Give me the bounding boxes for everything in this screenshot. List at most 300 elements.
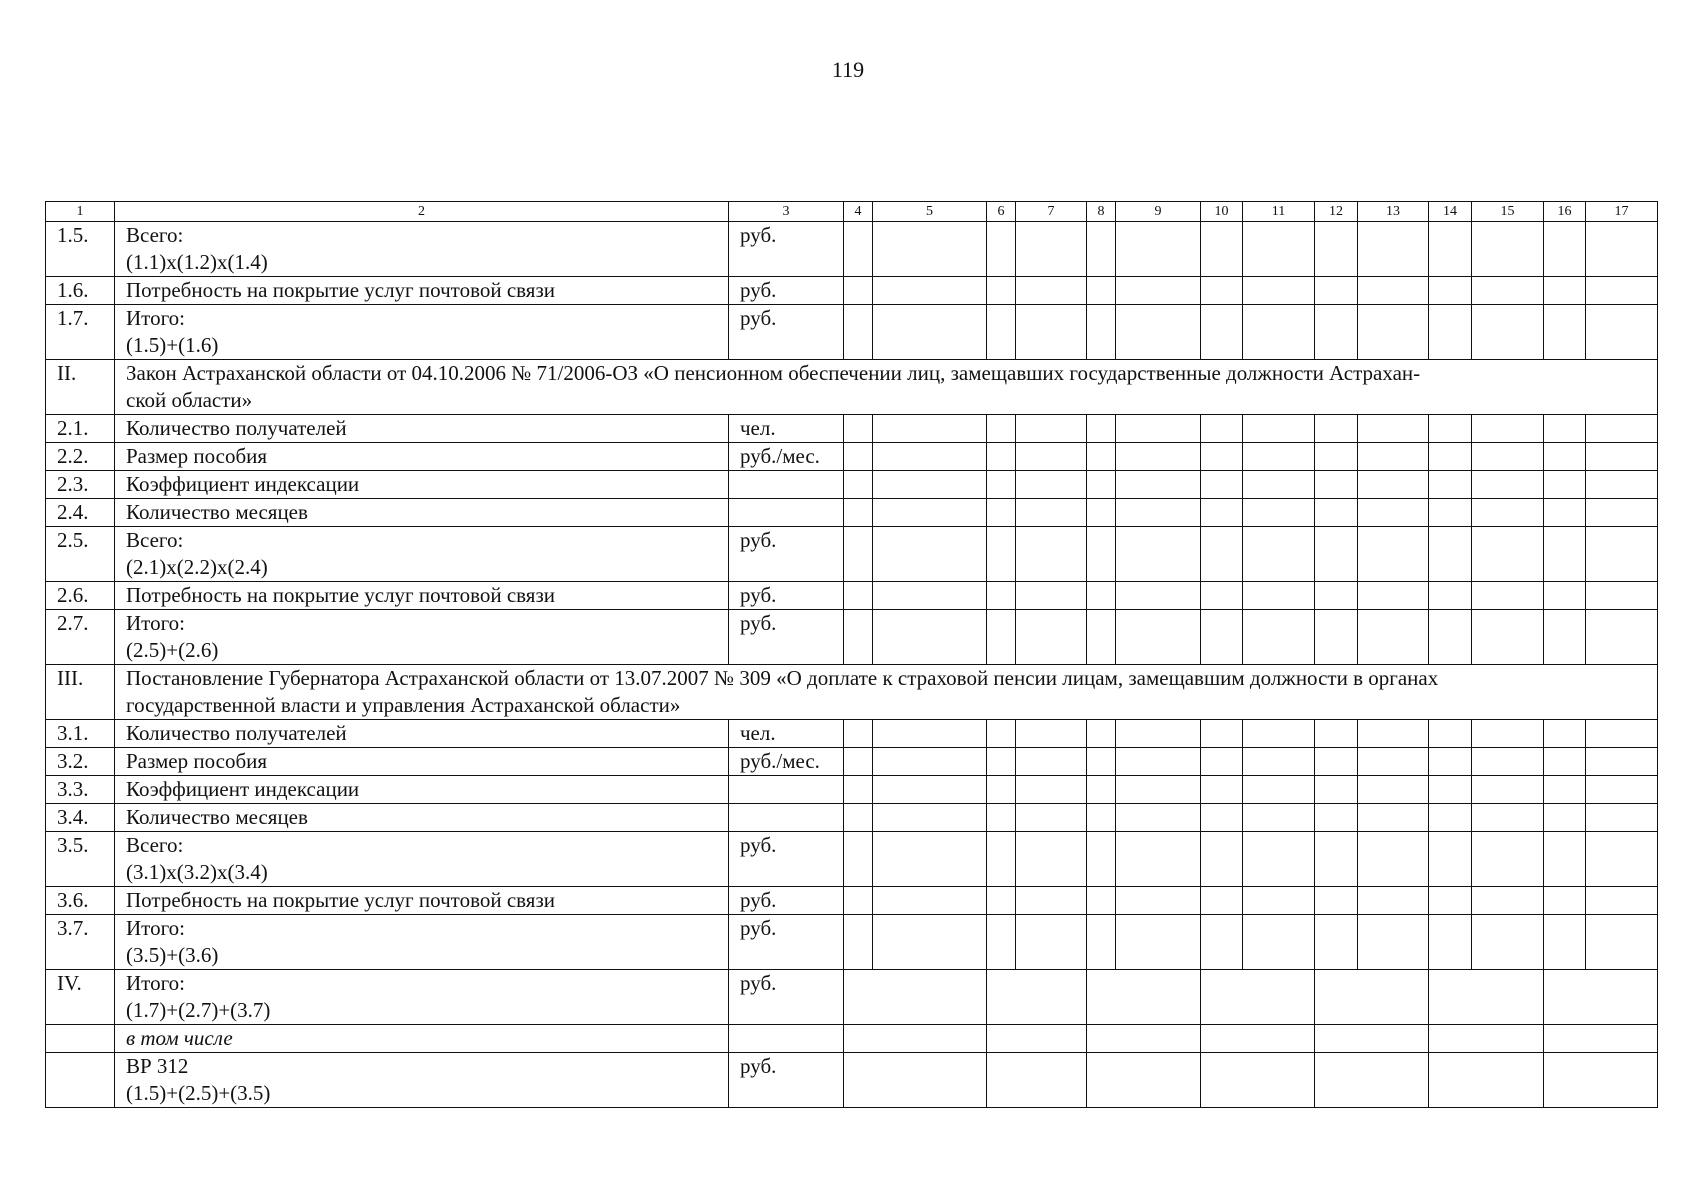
value-cell bbox=[1116, 527, 1201, 582]
value-cell bbox=[1472, 915, 1544, 970]
row-number: 2.1. bbox=[46, 415, 115, 443]
value-cell bbox=[1358, 776, 1429, 804]
unit-cell: руб. bbox=[729, 970, 844, 1025]
unit-cell bbox=[729, 499, 844, 527]
value-cell bbox=[873, 582, 987, 610]
value-cell bbox=[987, 471, 1016, 499]
value-cell bbox=[1586, 222, 1658, 277]
row-label-line: (1.7)+(2.7)+(3.7) bbox=[126, 998, 271, 1022]
row-label bbox=[115, 720, 729, 748]
value-cell bbox=[1116, 305, 1201, 360]
value-cell bbox=[1016, 610, 1087, 665]
row-label bbox=[115, 665, 1658, 720]
value-cell bbox=[844, 471, 873, 499]
value-cell bbox=[1586, 748, 1658, 776]
value-cell bbox=[1472, 415, 1544, 443]
value-cell bbox=[1358, 222, 1429, 277]
value-cell bbox=[1586, 915, 1658, 970]
value-cell bbox=[844, 610, 873, 665]
row-label-line: Всего: bbox=[126, 528, 184, 552]
value-cell bbox=[987, 1053, 1087, 1108]
row-number: 1.6. bbox=[46, 277, 115, 305]
value-cell bbox=[1201, 471, 1243, 499]
table-row bbox=[46, 887, 1658, 915]
row-label-line: Количество месяцев bbox=[126, 500, 308, 524]
column-number: 11 bbox=[1243, 202, 1315, 222]
value-cell bbox=[1544, 610, 1586, 665]
value-cell bbox=[1087, 804, 1116, 832]
value-cell bbox=[1429, 1053, 1544, 1108]
value-cell bbox=[1315, 1053, 1429, 1108]
value-cell bbox=[1358, 610, 1429, 665]
value-cell bbox=[844, 582, 873, 610]
value-cell bbox=[987, 582, 1016, 610]
unit-cell: руб. bbox=[729, 222, 844, 277]
row-label-line: Итого: bbox=[126, 971, 185, 995]
value-cell bbox=[844, 527, 873, 582]
column-number: 9 bbox=[1116, 202, 1201, 222]
value-cell bbox=[1586, 277, 1658, 305]
row-label bbox=[115, 415, 729, 443]
value-cell bbox=[987, 832, 1016, 887]
row-label-line: Коэффициент индексации bbox=[126, 472, 360, 496]
column-number: 13 bbox=[1358, 202, 1429, 222]
value-cell bbox=[1243, 471, 1315, 499]
unit-cell bbox=[729, 804, 844, 832]
value-cell bbox=[1116, 443, 1201, 471]
unit-cell: руб. bbox=[729, 610, 844, 665]
value-cell bbox=[1016, 305, 1087, 360]
table-row bbox=[46, 222, 1658, 277]
column-number: 6 bbox=[987, 202, 1016, 222]
table-row bbox=[46, 610, 1658, 665]
row-label-line: Итого: bbox=[126, 611, 185, 635]
value-cell bbox=[1087, 499, 1116, 527]
value-cell bbox=[1472, 305, 1544, 360]
column-number: 14 bbox=[1429, 202, 1472, 222]
table-row bbox=[46, 582, 1658, 610]
value-cell bbox=[1201, 804, 1243, 832]
value-cell bbox=[1472, 582, 1544, 610]
row-label bbox=[115, 776, 729, 804]
table-row bbox=[46, 1053, 1658, 1108]
unit-cell: чел. bbox=[729, 415, 844, 443]
value-cell bbox=[987, 610, 1016, 665]
row-number: 3.3. bbox=[46, 776, 115, 804]
table-row bbox=[46, 720, 1658, 748]
value-cell bbox=[873, 499, 987, 527]
column-number: 15 bbox=[1472, 202, 1544, 222]
unit-cell: руб. bbox=[729, 527, 844, 582]
row-label-line: в том числе bbox=[126, 1026, 233, 1050]
row-number: 3.2. bbox=[46, 748, 115, 776]
value-cell bbox=[1201, 582, 1243, 610]
table-row bbox=[46, 832, 1658, 887]
value-cell bbox=[1116, 415, 1201, 443]
value-cell bbox=[1429, 970, 1544, 1025]
row-number bbox=[46, 1053, 115, 1108]
value-cell bbox=[987, 915, 1016, 970]
value-cell bbox=[1472, 887, 1544, 915]
row-label bbox=[115, 610, 729, 665]
value-cell bbox=[987, 748, 1016, 776]
value-cell bbox=[873, 415, 987, 443]
value-cell bbox=[1116, 277, 1201, 305]
value-cell bbox=[873, 720, 987, 748]
value-cell bbox=[1087, 776, 1116, 804]
column-number: 1 bbox=[46, 202, 115, 222]
row-label-line: Размер пособия bbox=[126, 749, 268, 773]
value-cell bbox=[1472, 748, 1544, 776]
value-cell bbox=[1429, 222, 1472, 277]
value-cell bbox=[1429, 582, 1472, 610]
value-cell bbox=[987, 1025, 1087, 1053]
value-cell bbox=[1544, 804, 1586, 832]
value-cell bbox=[1429, 915, 1472, 970]
value-cell bbox=[1087, 415, 1116, 443]
value-cell bbox=[1116, 582, 1201, 610]
value-cell bbox=[1315, 222, 1358, 277]
value-cell bbox=[1087, 832, 1116, 887]
value-cell bbox=[1429, 887, 1472, 915]
value-cell bbox=[1116, 832, 1201, 887]
value-cell bbox=[1429, 776, 1472, 804]
value-cell bbox=[1358, 915, 1429, 970]
unit-cell: руб. bbox=[729, 582, 844, 610]
value-cell bbox=[1315, 887, 1358, 915]
value-cell bbox=[1016, 832, 1087, 887]
value-cell bbox=[1358, 277, 1429, 305]
value-cell bbox=[1087, 1053, 1201, 1108]
value-cell bbox=[1016, 748, 1087, 776]
value-cell bbox=[987, 499, 1016, 527]
value-cell bbox=[1544, 1053, 1658, 1108]
value-cell bbox=[1472, 277, 1544, 305]
value-cell bbox=[1586, 804, 1658, 832]
table-row bbox=[46, 277, 1658, 305]
budget-table bbox=[45, 201, 1658, 1108]
value-cell bbox=[1544, 720, 1586, 748]
row-label bbox=[115, 582, 729, 610]
value-cell bbox=[1358, 748, 1429, 776]
column-number: 17 bbox=[1586, 202, 1658, 222]
value-cell bbox=[1243, 222, 1315, 277]
value-cell bbox=[1544, 832, 1586, 887]
value-cell bbox=[873, 222, 987, 277]
value-cell bbox=[873, 804, 987, 832]
value-cell bbox=[1472, 443, 1544, 471]
row-label-line: ской области» bbox=[126, 388, 253, 412]
value-cell bbox=[1315, 610, 1358, 665]
value-cell bbox=[1315, 277, 1358, 305]
unit-cell: руб. bbox=[729, 277, 844, 305]
row-label-line: Закон Астраханской области от 04.10.2006 № 71/2006-ОЗ «О пенсионном обеспечении лиц, замещавших государственные должности Астрахан- bbox=[126, 361, 1421, 385]
value-cell bbox=[987, 970, 1087, 1025]
column-number: 2 bbox=[115, 202, 729, 222]
value-cell bbox=[1116, 776, 1201, 804]
value-cell bbox=[1243, 776, 1315, 804]
row-number: II. bbox=[46, 360, 115, 415]
value-cell bbox=[1315, 1025, 1429, 1053]
row-label bbox=[115, 527, 729, 582]
value-cell bbox=[1544, 1025, 1658, 1053]
value-cell bbox=[1429, 1025, 1544, 1053]
value-cell bbox=[1016, 887, 1087, 915]
value-cell bbox=[987, 305, 1016, 360]
value-cell bbox=[1586, 527, 1658, 582]
value-cell bbox=[1087, 915, 1116, 970]
value-cell bbox=[1243, 527, 1315, 582]
value-cell bbox=[1429, 499, 1472, 527]
value-cell bbox=[844, 832, 873, 887]
value-cell bbox=[1087, 610, 1116, 665]
row-label-line: (3.1)х(3.2)х(3.4) bbox=[126, 860, 268, 884]
column-number: 16 bbox=[1544, 202, 1586, 222]
value-cell bbox=[844, 222, 873, 277]
value-cell bbox=[1116, 915, 1201, 970]
value-cell bbox=[1544, 915, 1586, 970]
value-cell bbox=[844, 443, 873, 471]
row-number: 2.2. bbox=[46, 443, 115, 471]
value-cell bbox=[1472, 832, 1544, 887]
value-cell bbox=[873, 887, 987, 915]
value-cell bbox=[987, 527, 1016, 582]
value-cell bbox=[987, 443, 1016, 471]
column-number: 10 bbox=[1201, 202, 1243, 222]
row-label-line: (1.1)х(1.2)х(1.4) bbox=[126, 250, 268, 274]
value-cell bbox=[1016, 415, 1087, 443]
row-label-line: (2.1)х(2.2)х(2.4) bbox=[126, 555, 268, 579]
value-cell bbox=[1586, 305, 1658, 360]
value-cell bbox=[1087, 277, 1116, 305]
value-cell bbox=[1201, 1053, 1315, 1108]
value-cell bbox=[844, 804, 873, 832]
value-cell bbox=[1201, 720, 1243, 748]
value-cell bbox=[1315, 471, 1358, 499]
value-cell bbox=[1087, 720, 1116, 748]
value-cell bbox=[1586, 471, 1658, 499]
value-cell bbox=[1087, 527, 1116, 582]
value-cell bbox=[987, 887, 1016, 915]
value-cell bbox=[873, 527, 987, 582]
value-cell bbox=[987, 415, 1016, 443]
row-label bbox=[115, 748, 729, 776]
row-number: 3.4. bbox=[46, 804, 115, 832]
row-label bbox=[115, 360, 1658, 415]
table-row bbox=[46, 1025, 1658, 1053]
row-number: 3.5. bbox=[46, 832, 115, 887]
unit-cell: руб./мес. bbox=[729, 443, 844, 471]
value-cell bbox=[1429, 804, 1472, 832]
value-cell bbox=[1016, 443, 1087, 471]
value-cell bbox=[1201, 776, 1243, 804]
value-cell bbox=[1429, 277, 1472, 305]
row-label-line: Размер пособия bbox=[126, 444, 268, 468]
value-cell bbox=[1358, 804, 1429, 832]
value-cell bbox=[1429, 471, 1472, 499]
value-cell bbox=[1201, 915, 1243, 970]
value-cell bbox=[1358, 832, 1429, 887]
row-number: IV. bbox=[46, 970, 115, 1025]
row-label bbox=[115, 471, 729, 499]
value-cell bbox=[1586, 832, 1658, 887]
value-cell bbox=[1201, 1025, 1315, 1053]
row-number: 1.5. bbox=[46, 222, 115, 277]
value-cell bbox=[1544, 970, 1658, 1025]
row-number: 2.7. bbox=[46, 610, 115, 665]
row-label bbox=[115, 443, 729, 471]
page-number: 119 bbox=[831, 57, 865, 82]
value-cell bbox=[844, 776, 873, 804]
value-cell bbox=[1315, 776, 1358, 804]
value-cell bbox=[1243, 804, 1315, 832]
value-cell bbox=[1016, 277, 1087, 305]
value-cell bbox=[1016, 776, 1087, 804]
value-cell bbox=[1116, 222, 1201, 277]
value-cell bbox=[1315, 415, 1358, 443]
table-row bbox=[46, 776, 1658, 804]
value-cell bbox=[1472, 222, 1544, 277]
value-cell bbox=[1116, 720, 1201, 748]
value-cell bbox=[1243, 415, 1315, 443]
value-cell bbox=[1544, 776, 1586, 804]
value-cell bbox=[873, 748, 987, 776]
value-cell bbox=[1544, 277, 1586, 305]
value-cell bbox=[1315, 804, 1358, 832]
value-cell bbox=[1087, 443, 1116, 471]
value-cell bbox=[1358, 443, 1429, 471]
row-label-line: государственной власти и управления Астраханской области» bbox=[126, 693, 681, 717]
row-number: 1.7. bbox=[46, 305, 115, 360]
value-cell bbox=[1315, 499, 1358, 527]
value-cell bbox=[873, 277, 987, 305]
value-cell bbox=[1472, 527, 1544, 582]
row-label bbox=[115, 915, 729, 970]
value-cell bbox=[1429, 443, 1472, 471]
value-cell bbox=[1116, 804, 1201, 832]
row-label bbox=[115, 1025, 729, 1053]
row-label-line: Количество получателей bbox=[126, 416, 347, 440]
row-label bbox=[115, 499, 729, 527]
value-cell bbox=[987, 720, 1016, 748]
value-cell bbox=[1087, 970, 1201, 1025]
value-cell bbox=[1201, 527, 1243, 582]
value-cell bbox=[1087, 582, 1116, 610]
value-cell bbox=[1087, 748, 1116, 776]
value-cell bbox=[1544, 222, 1586, 277]
value-cell bbox=[1201, 610, 1243, 665]
value-cell bbox=[1016, 915, 1087, 970]
value-cell bbox=[987, 776, 1016, 804]
value-cell bbox=[1358, 305, 1429, 360]
value-cell bbox=[1201, 222, 1243, 277]
value-cell bbox=[1586, 610, 1658, 665]
value-cell bbox=[1116, 748, 1201, 776]
value-cell bbox=[1016, 804, 1087, 832]
value-cell bbox=[1315, 443, 1358, 471]
row-number: III. bbox=[46, 665, 115, 720]
row-label-line: Коэффициент индексации bbox=[126, 777, 360, 801]
value-cell bbox=[844, 277, 873, 305]
value-cell bbox=[1201, 887, 1243, 915]
value-cell bbox=[873, 832, 987, 887]
value-cell bbox=[1201, 277, 1243, 305]
column-number: 3 bbox=[729, 202, 844, 222]
value-cell bbox=[1243, 610, 1315, 665]
row-label-line: Всего: bbox=[126, 223, 184, 247]
value-cell bbox=[1429, 748, 1472, 776]
value-cell bbox=[1243, 499, 1315, 527]
unit-cell: чел. bbox=[729, 720, 844, 748]
value-cell bbox=[844, 1053, 987, 1108]
row-label-line: (3.5)+(3.6) bbox=[126, 943, 219, 967]
value-cell bbox=[1358, 720, 1429, 748]
value-cell bbox=[1358, 887, 1429, 915]
value-cell bbox=[1544, 527, 1586, 582]
value-cell bbox=[1586, 582, 1658, 610]
table-row bbox=[46, 443, 1658, 471]
value-cell bbox=[1315, 720, 1358, 748]
value-cell bbox=[1429, 720, 1472, 748]
value-cell bbox=[1586, 415, 1658, 443]
value-cell bbox=[1243, 748, 1315, 776]
value-cell bbox=[1586, 776, 1658, 804]
column-number: 4 bbox=[844, 202, 873, 222]
table-row bbox=[46, 748, 1658, 776]
value-cell bbox=[1201, 305, 1243, 360]
value-cell bbox=[1472, 776, 1544, 804]
table-row bbox=[46, 415, 1658, 443]
value-cell bbox=[844, 970, 987, 1025]
value-cell bbox=[1472, 804, 1544, 832]
value-cell bbox=[987, 804, 1016, 832]
table-row bbox=[46, 305, 1658, 360]
value-cell bbox=[1243, 277, 1315, 305]
value-cell bbox=[873, 471, 987, 499]
value-cell bbox=[1358, 582, 1429, 610]
row-label-line: (2.5)+(2.6) bbox=[126, 638, 219, 662]
value-cell bbox=[873, 305, 987, 360]
row-label bbox=[115, 887, 729, 915]
value-cell bbox=[1087, 887, 1116, 915]
row-label-line: (1.5)+(1.6) bbox=[126, 333, 219, 357]
value-cell bbox=[844, 915, 873, 970]
row-number: 2.4. bbox=[46, 499, 115, 527]
row-number bbox=[46, 1025, 115, 1053]
value-cell bbox=[1016, 582, 1087, 610]
value-cell bbox=[1243, 582, 1315, 610]
value-cell bbox=[1315, 915, 1358, 970]
value-cell bbox=[1315, 970, 1429, 1025]
unit-cell: руб. bbox=[729, 1053, 844, 1108]
section-row bbox=[46, 360, 1658, 415]
value-cell bbox=[987, 222, 1016, 277]
value-cell bbox=[1544, 582, 1586, 610]
row-label bbox=[115, 1053, 729, 1108]
column-number: 7 bbox=[1016, 202, 1087, 222]
value-cell bbox=[844, 720, 873, 748]
value-cell bbox=[844, 415, 873, 443]
row-label-line: Потребность на покрытие услуг почтовой связи bbox=[126, 583, 555, 607]
value-cell bbox=[1358, 415, 1429, 443]
value-cell bbox=[1544, 415, 1586, 443]
value-cell bbox=[844, 887, 873, 915]
value-cell bbox=[1201, 443, 1243, 471]
value-cell bbox=[1201, 415, 1243, 443]
value-cell bbox=[1087, 471, 1116, 499]
row-label bbox=[115, 804, 729, 832]
value-cell bbox=[1116, 471, 1201, 499]
